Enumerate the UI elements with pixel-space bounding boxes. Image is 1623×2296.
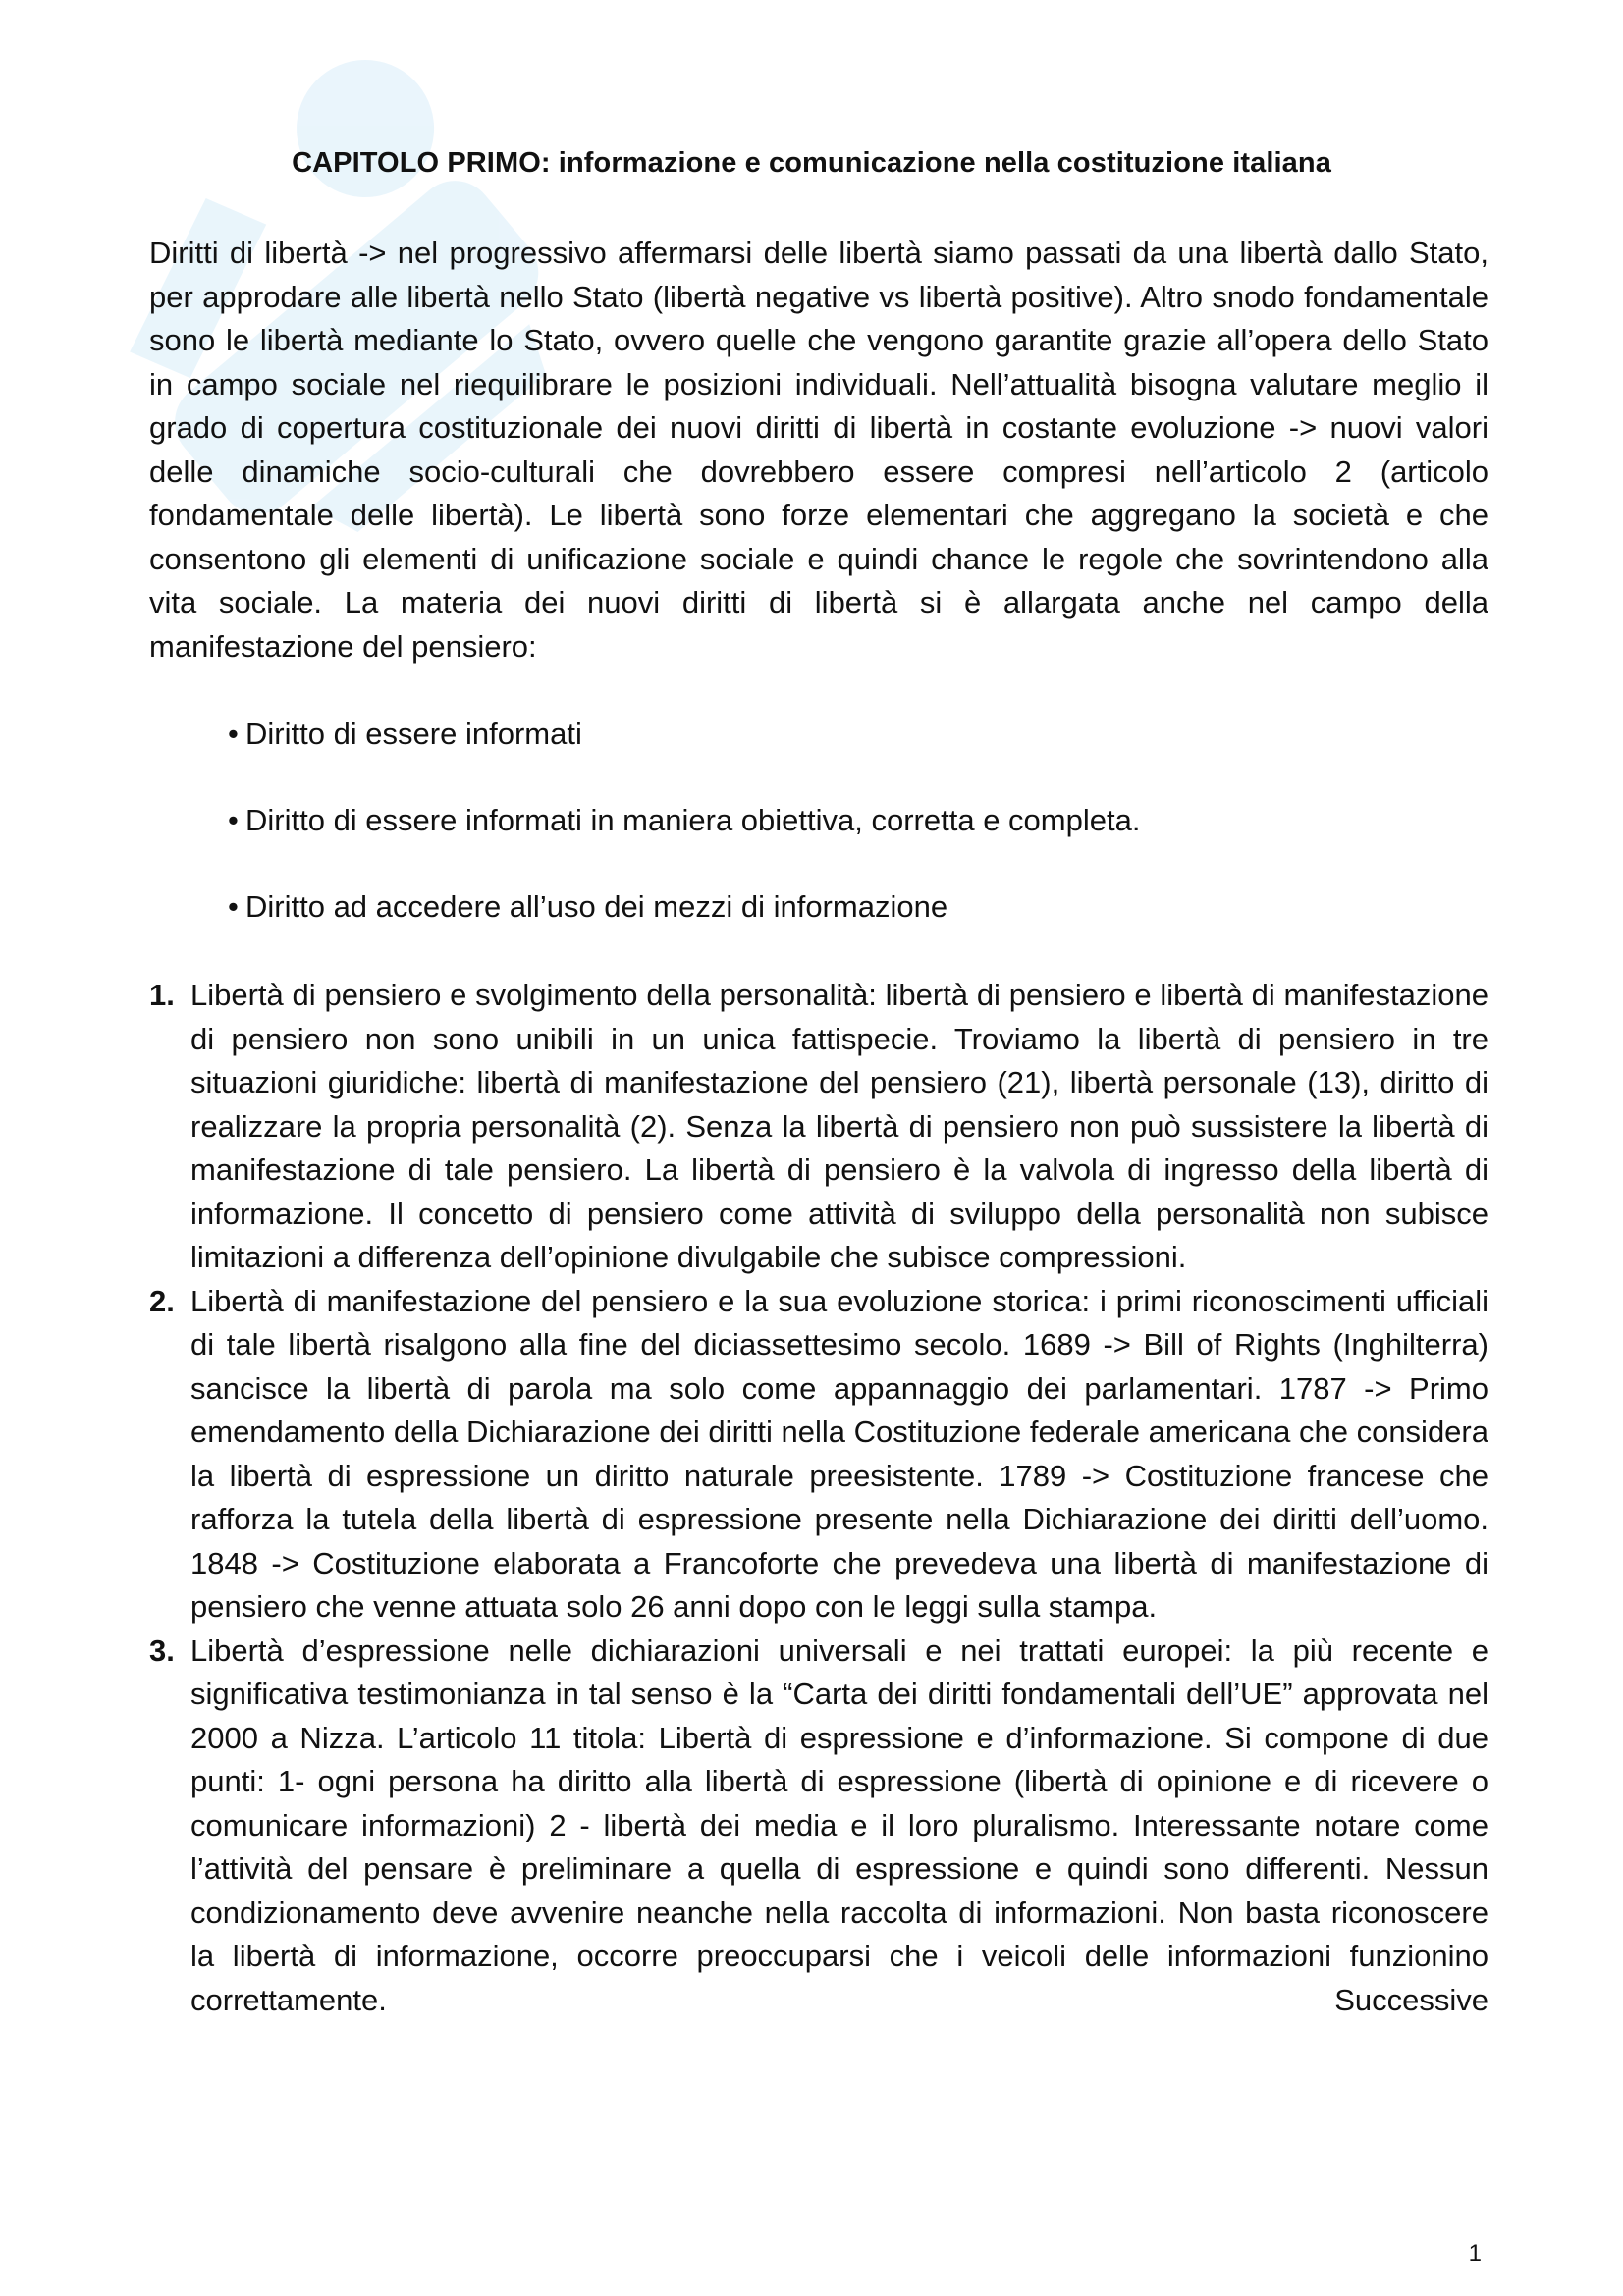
list-item [228, 885, 1140, 929]
section-text: Libertà di manifestazione del pensiero e la sua evoluzione storica: i primi riconoscimenti ufficiali di tale libertà risalgono alla fine del diciassettesimo secolo. 1689 -> Bill of Rights (Inghilterra) sancisce la libertà di parola ma solo come appannaggio dei parlamentari. 1787 -> Primo emendamento della Dichiarazione dei diritti nella Costituzione federale americana che considera la libertà di espressione un diritto naturale preesistente. 1789 -> Costituzione francese che rafforza la tutela della libertà di espressione presente nella Dichiarazione dei diritti dell’uomo. 1848 -> Costituzione elaborata a Francoforte che prevedeva una libertà di manifestazione di pensiero che venne attuata solo 26 anni dopo con le leggi sulla stampa. [190, 1283, 1488, 1624]
bullet-icon: • [228, 717, 239, 751]
page-number: 1 [1468, 2240, 1482, 2267]
section-number: 1. [149, 978, 175, 1012]
list-item [228, 799, 1140, 842]
section-text: Libertà di pensiero e svolgimento della personalità: libertà di pensiero e libertà di manifestazione di pensiero non sono unibili in un unica fattispecie. Troviamo la libertà di pensiero in tre situazioni giuridiche: libertà di manifestazione del pensiero (21), libertà personale (13), diritto di realizzare la propria personalità (2). Senza la libertà di pensiero non può sussistere la libertà di manifestazione di tale pensiero. La libertà di pensiero è la valvola di ingresso della libertà di informazione. Il concetto di pensiero come attività di sviluppo della personalità non subisce limitazioni a differenza dell’opinione divulgabile che subisce compressioni. [190, 978, 1488, 1274]
bullet-text: Diritto di essere informati in maniera obiettiva, corretta e completa. [245, 803, 1141, 837]
numbered-sections [149, 974, 1488, 2022]
bullet-icon: • [228, 889, 239, 924]
bullet-text: Diritto ad accedere all’uso dei mezzi di informazione [245, 889, 948, 924]
section-number: 2. [149, 1283, 175, 1318]
bullet-text: Diritto di essere informati [245, 717, 582, 751]
section-number: 3. [149, 1632, 175, 1668]
section-item [149, 1280, 1488, 1629]
list-item [228, 713, 1140, 756]
intro-paragraph: Diritti di libertà -> nel progressivo affermarsi delle libertà siamo passati da una libertà dallo Stato, per approdare alle libertà nello Stato (libertà negative vs libertà positive). Altro snodo fondamentale sono le libertà mediante lo Stato, ovvero quelle che vengono garantite grazie all’opera dello Stato in campo sociale nel riequilibrare le posizioni individuali. Nell’attualità bisogna valutare meglio il grado di copertura costituzionale dei nuovi diritti di libertà in costante evoluzione -> nuovi valori delle dinamiche socio-culturali che dovrebbero essere compresi nell’articolo 2 (articolo fondamentale delle libertà). Le libertà sono forze elementari che aggregano la società e che consentono gli elementi di unificazione sociale e quindi chance le regole che sovrintendono alla vita sociale. La materia dei nuovi diritti di libertà si è allargata anche nel campo della manifestazione del pensiero: [149, 236, 1488, 664]
section-item [149, 974, 1488, 1280]
section-item [149, 1629, 1488, 2023]
page-title: CAPITOLO PRIMO: informazione e comunicazione nella costituzione italiana [292, 147, 1331, 179]
rights-bullet-list [228, 713, 1140, 972]
bullet-icon: • [228, 803, 239, 837]
section-text: Libertà d’espressione nelle dichiarazioni universali e nei trattati europei: la più recente e significativa testimonianza in tal senso è la “Carta dei diritti fondamentali dell’UE” approvata nel 2000 a Nizza. L’articolo 11 titola: Libertà di espressione e d’informazione. Si compone di due punti: 1- ogni persona ha diritto alla libertà di espressione (libertà di opinione e di ricevere o comunicare informazioni) 2 - libertà dei media e il loro pluralismo. Interessante notare come l’attività del pensare è preliminare a quella di espressione e quindi sono differenti. Nessun condizionamento deve avvenire neanche nella raccolta di informazioni. Non basta riconoscere la libertà di informazione, occorre preoccuparsi che i veicoli delle informazioni funzionino correttamente. Successive [190, 1632, 1488, 2017]
